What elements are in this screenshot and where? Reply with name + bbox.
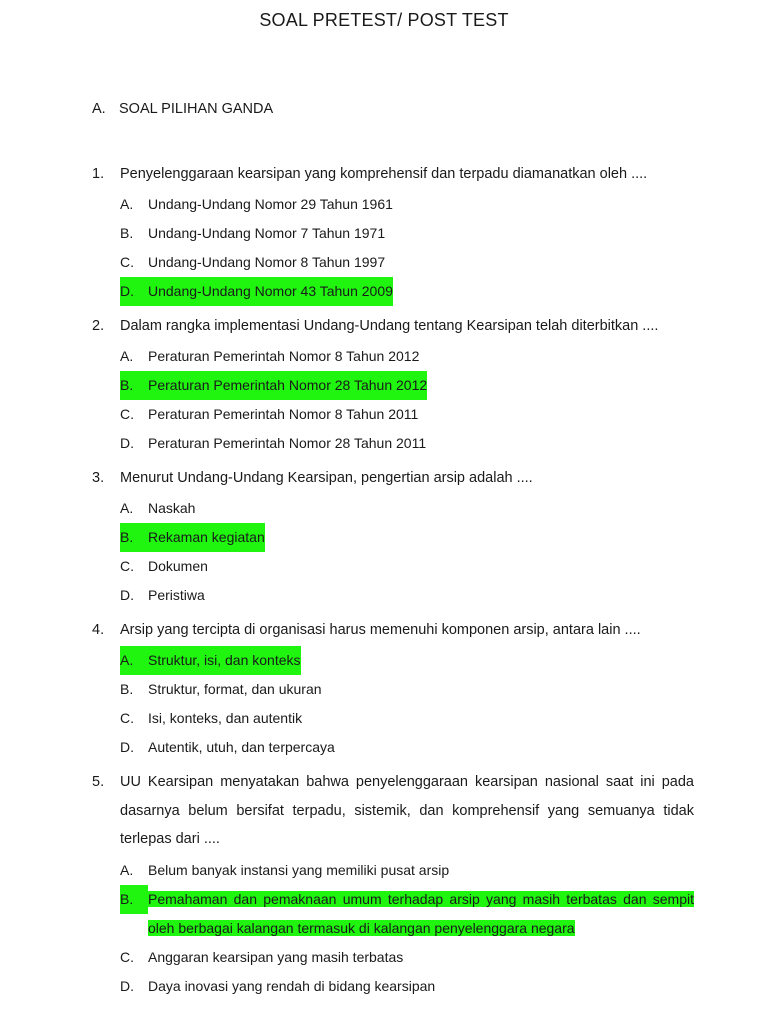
option-b-answer <box>120 523 768 552</box>
option-c <box>120 943 768 972</box>
option-text-wrap <box>148 885 694 943</box>
question-number: 5. <box>92 774 105 790</box>
option-c <box>120 400 768 429</box>
answer-highlight <box>120 277 393 306</box>
question-number: 3. <box>92 470 105 486</box>
question-number: 4. <box>92 622 105 638</box>
option-letter: C. <box>120 948 134 965</box>
option-letter: A. <box>120 196 134 212</box>
option-text: Naskah <box>148 500 196 516</box>
option-letter: A. <box>120 652 134 668</box>
option-text: Undang-Undang Nomor 7 Tahun 1971 <box>148 225 386 241</box>
option-a <box>120 856 768 885</box>
option-letter: B. <box>120 681 134 697</box>
option-letter: A. <box>120 861 134 878</box>
question-text: Arsip yang tercipta di organisasi harus memenuhi komponen arsip, antara lain .... <box>120 622 641 638</box>
option-letter: D. <box>120 283 134 299</box>
option-letter: C. <box>120 710 134 726</box>
option-text: Undang-Undang Nomor 29 Tahun 1961 <box>148 196 393 212</box>
option-b <box>120 219 768 248</box>
option-text: Dokumen <box>148 558 208 574</box>
option-letter: D. <box>120 435 134 451</box>
section-label: SOAL PILIHAN GANDA <box>119 101 274 117</box>
question-1 <box>0 160 768 306</box>
option-a-answer <box>120 646 768 675</box>
option-letter: D. <box>120 587 134 603</box>
section-heading <box>92 101 273 117</box>
question-text: Penyelenggaraan kearsipan yang komprehensif dan terpadu diamanatkan oleh .... <box>120 166 648 182</box>
option-text: Autentik, utuh, dan terpercaya <box>148 739 335 755</box>
option-text: Struktur, format, dan ukuran <box>148 681 322 697</box>
question-2 <box>0 312 768 458</box>
option-letter: B. <box>120 377 134 393</box>
option-letter: C. <box>120 254 134 270</box>
option-text: Peraturan Pemerintah Nomor 28 Tahun 2012 <box>148 377 428 393</box>
question-list <box>0 160 768 1001</box>
question-text: Menurut Undang-Undang Kearsipan, pengertian arsip adalah .... <box>120 470 533 486</box>
question-number: 2. <box>92 318 105 334</box>
option-letter: C. <box>120 406 134 422</box>
answer-highlight <box>120 646 301 675</box>
option-text: Undang-Undang Nomor 8 Tahun 1997 <box>148 254 386 270</box>
question-3 <box>0 464 768 610</box>
option-c <box>120 704 768 733</box>
option-letter: D. <box>120 739 134 755</box>
option-d <box>120 429 768 458</box>
option-text: Isi, konteks, dan autentik <box>148 710 303 726</box>
option-b-answer <box>120 371 768 400</box>
option-text: Peraturan Pemerintah Nomor 8 Tahun 2011 <box>148 406 419 422</box>
answer-highlight: Pemahaman dan pemaknaan umum terhadap arsip yang masih terbatas dan sempit oleh berbagai kalangan termasuk di kalangan penyelenggara negara <box>148 890 694 936</box>
option-a <box>120 190 768 219</box>
question-text: UU Kearsipan menyatakan bahwa penyelenggaraan kearsipan nasional saat ini pada dasarnya belum bersifat terpadu, sistemik, dan komprehensif yang semuanya tidak terlepas dari .... <box>120 774 694 847</box>
option-b <box>120 675 768 704</box>
option-letter: A. <box>120 348 134 364</box>
option-d <box>120 972 768 1001</box>
option-c <box>120 552 768 581</box>
option-letter: B. <box>120 885 148 914</box>
question-number: 1. <box>92 166 105 182</box>
option-letter: D. <box>120 977 134 994</box>
option-b-answer <box>120 885 768 943</box>
option-text: Anggaran kearsipan yang masih terbatas <box>148 948 404 965</box>
option-letter: B. <box>120 225 134 241</box>
answer-highlight <box>120 523 265 552</box>
option-text: Rekaman kegiatan <box>148 529 265 545</box>
option-text: Undang-Undang Nomor 43 Tahun 2009 <box>148 283 393 299</box>
option-text: Daya inovasi yang rendah di bidang kearsipan <box>148 977 436 994</box>
section-letter: A. <box>92 101 106 117</box>
option-text: Peraturan Pemerintah Nomor 28 Tahun 2011 <box>148 435 427 451</box>
option-letter: C. <box>120 558 134 574</box>
question-text: Dalam rangka implementasi Undang-Undang tentang Kearsipan telah diterbitkan .... <box>120 318 659 334</box>
question-4 <box>0 616 768 762</box>
option-text: Peraturan Pemerintah Nomor 8 Tahun 2012 <box>148 348 420 364</box>
option-c <box>120 248 768 277</box>
option-letter: A. <box>120 500 134 516</box>
option-d <box>120 733 768 762</box>
option-d <box>120 581 768 610</box>
option-letter: B. <box>120 529 134 545</box>
option-text: Struktur, isi, dan konteks <box>148 652 301 668</box>
option-text: Peristiwa <box>148 587 205 603</box>
option-d-answer <box>120 277 768 306</box>
answer-highlight <box>120 371 427 400</box>
option-text: Belum banyak instansi yang memiliki pusat arsip <box>148 861 450 878</box>
page-title: SOAL PRETEST/ POST TEST <box>259 10 509 30</box>
option-a <box>120 342 768 371</box>
option-a <box>120 494 768 523</box>
question-5 <box>0 768 768 1001</box>
